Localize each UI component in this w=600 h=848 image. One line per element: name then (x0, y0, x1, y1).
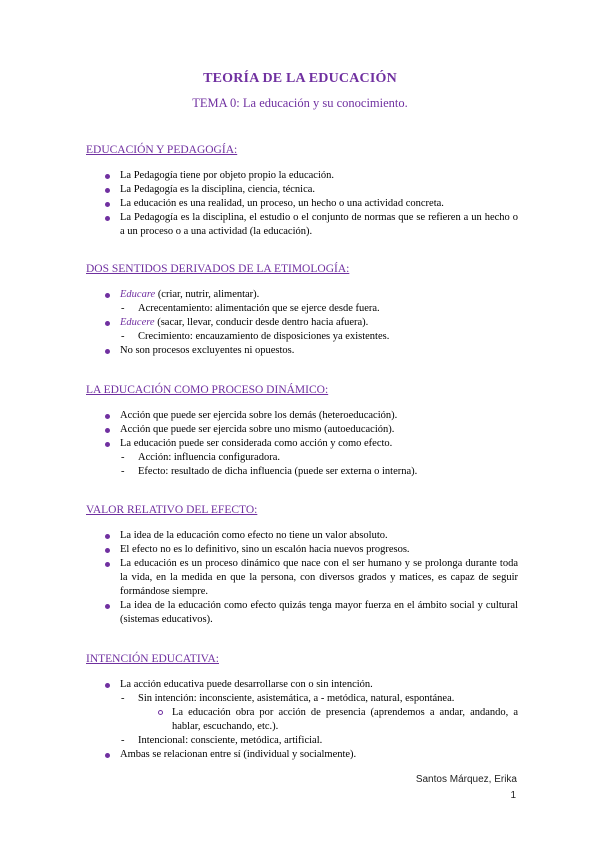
section-heading: LA EDUCACIÓN COMO PROCESO DINÁMICO: (86, 384, 329, 396)
bullet-list (86, 288, 518, 358)
list-subsubitem: La educación obra por acción de presencia (aprendemos a andar, andando, a hablar, escuchando, etc.). (86, 706, 518, 734)
list-subitem: - Sin intención: inconsciente, asistemática, a - metódica, natural, espontánea. (86, 692, 518, 706)
list-subitem: - Acción: influencia configuradora. (86, 451, 518, 465)
section-intencion-educativa (86, 652, 518, 762)
section-heading: VALOR RELATIVO DEL EFECTO: (86, 504, 258, 516)
term-description: (sacar, llevar, conducir desde dentro hacia afuera). (154, 317, 369, 328)
section-heading: DOS SENTIDOS DERIVADOS DE LA ETIMOLOGÍA: (86, 263, 350, 275)
list-item: La Pedagogía tiene por objeto propio la educación. (86, 169, 518, 183)
list-subitem: - Crecimiento: encauzamiento de disposiciones ya existentes. (86, 330, 518, 344)
section-heading: EDUCACIÓN Y PEDAGOGÍA: (86, 144, 238, 156)
list-item: Acción que puede ser ejercida sobre los demás (heteroeducación). (86, 409, 518, 423)
list-item: El efecto no es lo definitivo, sino un escalón hacia nuevos progresos. (86, 543, 518, 557)
list-item: La educación es un proceso dinámico que nace con el ser humano y se prolonga durante toda la vida, en la medida en que la persona, con diversos grados y matices, es capaz de seguir formándose siempre. (86, 557, 518, 599)
section-etimologia (86, 262, 518, 358)
section-valor-relativo (86, 503, 518, 627)
bullet-list (86, 409, 518, 479)
footer-author: Santos Márquez, Erika (415, 774, 517, 785)
list-item: La idea de la educación como efecto no tiene un valor absoluto. (86, 529, 518, 543)
list-subitem: - Intencional: consciente, metódica, artificial. (86, 734, 518, 748)
list-item: La Pedagogía es la disciplina, ciencia, técnica. (86, 183, 518, 197)
list-item (86, 316, 518, 330)
list-item: Acción que puede ser ejercida sobre uno mismo (autoeducación). (86, 423, 518, 437)
bullet-list (86, 678, 518, 762)
document-subtitle: TEMA 0: La educación y su conocimiento. (192, 96, 408, 110)
list-item: La idea de la educación como efecto quizás tenga mayor fuerza en el ámbito social y cultural (sistemas educativos). (86, 599, 518, 627)
list-item: No son procesos excluyentes ni opuestos. (86, 344, 518, 358)
section-proceso-dinamico (86, 383, 518, 479)
list-item: La Pedagogía es la disciplina, el estudio o el conjunto de normas que se refieren a un hecho o a un proceso o a una actividad (la educación). (86, 211, 518, 239)
bullet-list (86, 169, 518, 239)
list-item: La educación es una realidad, un proceso, un hecho o una actividad concreta. (86, 197, 518, 211)
latin-term: Educere (120, 317, 155, 328)
document-title: TEORÍA DE LA EDUCACIÓN (203, 71, 397, 86)
page-number: 1 (510, 790, 516, 801)
list-item: La educación puede ser considerada como acción y como efecto. (86, 437, 518, 451)
section-educacion-pedagogia (86, 143, 518, 239)
term-description: (criar, nutrir, alimentar). (155, 289, 260, 300)
bullet-list (86, 529, 518, 627)
list-item (86, 288, 518, 302)
list-subitem: - Efecto: resultado de dicha influencia (puede ser externa o interna). (86, 465, 518, 479)
list-item: Ambas se relacionan entre sí (individual y socialmente). (86, 748, 518, 762)
list-subitem: - Acrecentamiento: alimentación que se ejerce desde fuera. (86, 302, 518, 316)
list-item: La acción educativa puede desarrollarse con o sin intención. (86, 678, 518, 692)
section-heading: INTENCIÓN EDUCATIVA: (86, 653, 219, 665)
latin-term: Educare (120, 289, 156, 300)
